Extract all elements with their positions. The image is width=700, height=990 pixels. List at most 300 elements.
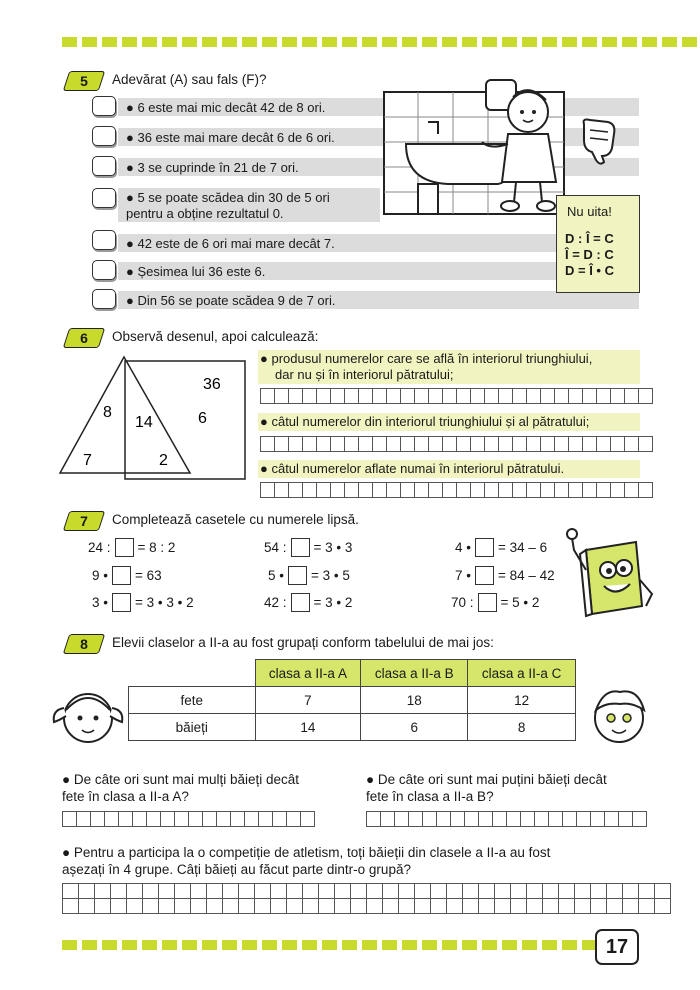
grid-cell[interactable] xyxy=(591,899,607,913)
answer-grid[interactable] xyxy=(260,436,653,452)
equation: 24 : = 8 : 2 xyxy=(88,540,176,555)
table-cell: 18 xyxy=(361,687,468,714)
reminder-note xyxy=(556,195,640,293)
grid-cell[interactable] xyxy=(511,884,527,898)
grid-cell[interactable] xyxy=(387,437,401,451)
band-segment xyxy=(522,37,537,47)
table-cell: 6 xyxy=(361,714,468,741)
grid-cell[interactable] xyxy=(133,812,147,826)
grid-cell[interactable] xyxy=(527,437,541,451)
grid-cell[interactable] xyxy=(499,483,513,497)
band-segment xyxy=(442,37,457,47)
grid-cell[interactable] xyxy=(367,884,383,898)
grid-cell[interactable] xyxy=(563,812,577,826)
band-segment xyxy=(222,37,237,47)
grid-cell[interactable] xyxy=(261,437,275,451)
grid-cell[interactable] xyxy=(127,899,143,913)
grid-cell[interactable] xyxy=(555,389,569,403)
answer-grid[interactable] xyxy=(366,811,647,827)
grid-cell[interactable] xyxy=(401,437,415,451)
band-segment xyxy=(462,940,477,950)
formula-line: D = Î • C xyxy=(565,263,614,278)
grid-cell[interactable] xyxy=(499,389,513,403)
class-table xyxy=(128,659,576,741)
grid-cell[interactable] xyxy=(479,884,495,898)
grid-cell[interactable] xyxy=(303,899,319,913)
band-segment xyxy=(562,37,577,47)
grid-cell[interactable] xyxy=(207,884,223,898)
band-segment xyxy=(122,37,137,47)
grid-cell[interactable] xyxy=(255,884,271,898)
grid-cell[interactable] xyxy=(191,884,207,898)
top-decorative-band xyxy=(62,37,700,47)
grid-cell[interactable] xyxy=(513,483,527,497)
grid-cell[interactable] xyxy=(527,899,543,913)
grid-cell[interactable] xyxy=(625,437,639,451)
grid-cell[interactable] xyxy=(607,884,623,898)
grid-cell[interactable] xyxy=(495,899,511,913)
grid-cell[interactable] xyxy=(331,437,345,451)
grid-cell[interactable] xyxy=(457,389,471,403)
band-segment xyxy=(422,940,437,950)
grid-cell[interactable] xyxy=(261,483,275,497)
grid-cell[interactable] xyxy=(401,483,415,497)
grid-cell[interactable] xyxy=(409,812,423,826)
question-text: ● De câte ori sunt mai mulți băieți decât xyxy=(62,772,300,787)
grid-cell[interactable] xyxy=(143,884,159,898)
missing-number-box[interactable] xyxy=(475,538,494,557)
grid-cell[interactable] xyxy=(429,483,443,497)
grid-cell[interactable] xyxy=(541,483,555,497)
grid-cell[interactable] xyxy=(335,884,351,898)
band-segment xyxy=(262,940,277,950)
grid-cell[interactable] xyxy=(289,437,303,451)
grid-cell[interactable] xyxy=(511,899,527,913)
grid-cell[interactable] xyxy=(415,389,429,403)
grid-cell[interactable] xyxy=(401,389,415,403)
grid-cell[interactable] xyxy=(359,389,373,403)
band-segment xyxy=(162,37,177,47)
grid-cell[interactable] xyxy=(275,437,289,451)
grid-cell[interactable] xyxy=(559,899,575,913)
formula-line: D : Î = C xyxy=(565,231,614,246)
grid-cell[interactable] xyxy=(597,437,611,451)
grid-cell[interactable] xyxy=(521,812,535,826)
grid-cell[interactable] xyxy=(191,899,207,913)
grid-cell[interactable] xyxy=(655,884,670,898)
grid-cell[interactable] xyxy=(383,899,399,913)
grid-cell[interactable] xyxy=(607,899,623,913)
grid-cell[interactable] xyxy=(513,437,527,451)
grid-cell[interactable] xyxy=(485,389,499,403)
grid-cell[interactable] xyxy=(463,884,479,898)
grid-cell[interactable] xyxy=(639,884,655,898)
grid-cell[interactable] xyxy=(287,899,303,913)
table-cell: 7 xyxy=(255,687,361,714)
grid-cell[interactable] xyxy=(399,884,415,898)
grid-cell[interactable] xyxy=(95,884,111,898)
grid-cell[interactable] xyxy=(63,812,77,826)
band-segment xyxy=(282,940,297,950)
grid-cell[interactable] xyxy=(555,483,569,497)
grid-cell[interactable] xyxy=(239,884,255,898)
band-segment xyxy=(242,940,257,950)
answer-grid[interactable] xyxy=(260,482,653,498)
equation: 4 • = 34 – 6 xyxy=(455,540,548,555)
band-segment xyxy=(662,37,677,47)
grid-cell[interactable] xyxy=(463,899,479,913)
grid-cell[interactable] xyxy=(303,437,317,451)
grid-cell[interactable] xyxy=(431,899,447,913)
grid-cell[interactable] xyxy=(597,389,611,403)
triangle-square-figure xyxy=(55,355,250,485)
grid-cell[interactable] xyxy=(373,389,387,403)
grid-cell[interactable] xyxy=(259,812,273,826)
grid-cell[interactable] xyxy=(223,884,239,898)
grid-cell[interactable] xyxy=(111,899,127,913)
statement-text: ● Din 56 se poate scădea 9 de 7 ori. xyxy=(126,293,336,308)
answer-box[interactable] xyxy=(92,188,116,208)
band-segment xyxy=(542,37,557,47)
table-header: clasa a II-a A xyxy=(255,660,361,687)
grid-cell[interactable] xyxy=(303,389,317,403)
grid-cell[interactable] xyxy=(91,812,105,826)
grid-cell[interactable] xyxy=(289,389,303,403)
band-segment xyxy=(202,37,217,47)
grid-cell[interactable] xyxy=(303,884,319,898)
exercise-8-badge: 8 xyxy=(63,634,105,654)
grid-cell[interactable] xyxy=(175,899,191,913)
grid-cell[interactable] xyxy=(147,812,161,826)
band-segment xyxy=(302,37,317,47)
grid-cell[interactable] xyxy=(513,389,527,403)
reminder-title: Nu uita! xyxy=(567,204,612,219)
band-segment xyxy=(642,37,657,47)
band-segment xyxy=(502,940,517,950)
band-segment xyxy=(502,37,517,47)
grid-cell[interactable] xyxy=(207,899,223,913)
grid-cell[interactable] xyxy=(415,884,431,898)
grid-cell[interactable] xyxy=(273,812,287,826)
task-text: ● câtul numerelor aflate numai în interiorul pătratului. xyxy=(260,461,565,476)
grid-cell[interactable] xyxy=(415,899,431,913)
grid-cell[interactable] xyxy=(79,884,95,898)
question-text: fete în clasa a II-a B? xyxy=(366,789,494,804)
grid-cell[interactable] xyxy=(431,884,447,898)
band-segment xyxy=(222,940,237,950)
grid-cell[interactable] xyxy=(451,812,465,826)
band-segment xyxy=(82,37,97,47)
grid-cell[interactable] xyxy=(381,812,395,826)
grid-cell[interactable] xyxy=(111,884,127,898)
grid-cell[interactable] xyxy=(245,812,259,826)
grid-cell[interactable] xyxy=(335,899,351,913)
grid-cell[interactable] xyxy=(457,437,471,451)
grid-cell[interactable] xyxy=(345,437,359,451)
grid-cell[interactable] xyxy=(575,899,591,913)
table-cell: 8 xyxy=(468,714,576,741)
grid-cell[interactable] xyxy=(471,483,485,497)
grid-cell[interactable] xyxy=(437,812,451,826)
grid-cell[interactable] xyxy=(383,884,399,898)
boy-face-illustration xyxy=(584,680,654,750)
grid-cell[interactable] xyxy=(317,483,331,497)
band-segment xyxy=(102,37,117,47)
grid-cell[interactable] xyxy=(271,899,287,913)
grid-cell[interactable] xyxy=(331,389,345,403)
band-segment xyxy=(602,37,617,47)
grid-cell[interactable] xyxy=(317,437,331,451)
grid-cell[interactable] xyxy=(527,884,543,898)
grid-cell[interactable] xyxy=(345,483,359,497)
grid-cell[interactable] xyxy=(605,812,619,826)
grid-cell[interactable] xyxy=(95,899,111,913)
band-segment xyxy=(122,940,137,950)
pointing-hand-icon xyxy=(578,116,620,166)
grid-cell[interactable] xyxy=(79,899,95,913)
grid-cell[interactable] xyxy=(499,437,513,451)
grid-cell[interactable] xyxy=(507,812,521,826)
grid-cell[interactable] xyxy=(443,437,457,451)
question-text: ● Pentru a participa la o competiție de atletism, toți băieții din clasele a II-a au fost xyxy=(62,845,551,860)
grid-cell[interactable] xyxy=(159,884,175,898)
figure-number: 6 xyxy=(198,410,207,427)
grid-cell[interactable] xyxy=(239,899,255,913)
equation: 5 • = 3 • 5 xyxy=(268,568,350,583)
grid-cell[interactable] xyxy=(373,483,387,497)
grid-cell[interactable] xyxy=(77,812,91,826)
grid-cell[interactable] xyxy=(549,812,563,826)
grid-cell[interactable] xyxy=(625,389,639,403)
grid-cell[interactable] xyxy=(189,812,203,826)
grid-cell[interactable] xyxy=(541,389,555,403)
grid-cell[interactable] xyxy=(655,899,670,913)
grid-cell[interactable] xyxy=(611,437,625,451)
grid-cell[interactable] xyxy=(569,437,583,451)
exercise-5-badge: 5 xyxy=(63,71,105,91)
grid-cell[interactable] xyxy=(395,812,409,826)
grid-cell[interactable] xyxy=(387,389,401,403)
answer-box[interactable] xyxy=(92,156,116,176)
grid-cell[interactable] xyxy=(203,812,217,826)
grid-cell[interactable] xyxy=(611,483,625,497)
grid-cell[interactable] xyxy=(359,437,373,451)
grid-cell[interactable] xyxy=(493,812,507,826)
equation: 70 : = 5 • 2 xyxy=(451,595,540,610)
grid-cell[interactable] xyxy=(261,389,275,403)
grid-cell[interactable] xyxy=(559,884,575,898)
grid-cell[interactable] xyxy=(423,812,437,826)
missing-number-box[interactable] xyxy=(478,593,497,612)
grid-cell[interactable] xyxy=(271,884,287,898)
exercise-5-title: Adevărat (A) sau fals (F)? xyxy=(112,72,267,87)
grid-cell[interactable] xyxy=(623,884,639,898)
grid-cell[interactable] xyxy=(535,812,549,826)
grid-cell[interactable] xyxy=(457,483,471,497)
band-segment xyxy=(82,940,97,950)
grid-cell[interactable] xyxy=(429,437,443,451)
grid-cell[interactable] xyxy=(175,812,189,826)
band-segment xyxy=(322,940,337,950)
grid-cell[interactable] xyxy=(319,884,335,898)
grid-cell[interactable] xyxy=(105,812,119,826)
task-text: ● câtul numerelor din interiorul triunghiului și al pătratului; xyxy=(260,414,590,429)
grid-cell[interactable] xyxy=(583,389,597,403)
grid-cell[interactable] xyxy=(623,899,639,913)
grid-cell[interactable] xyxy=(159,899,175,913)
grid-cell[interactable] xyxy=(373,437,387,451)
grid-cell[interactable] xyxy=(289,483,303,497)
missing-number-box[interactable] xyxy=(112,566,131,585)
missing-number-box[interactable] xyxy=(115,538,134,557)
grid-cell[interactable] xyxy=(175,884,191,898)
band-segment xyxy=(562,940,577,950)
grid-cell[interactable] xyxy=(387,483,401,497)
grid-cell[interactable] xyxy=(485,437,499,451)
grid-cell[interactable] xyxy=(527,483,541,497)
grid-cell[interactable] xyxy=(569,483,583,497)
figure-number: 2 xyxy=(159,452,168,469)
grid-cell[interactable] xyxy=(301,812,315,826)
grid-cell[interactable] xyxy=(217,812,231,826)
grid-cell[interactable] xyxy=(447,884,463,898)
answer-grid[interactable] xyxy=(62,811,315,827)
grid-cell[interactable] xyxy=(359,483,373,497)
grid-cell[interactable] xyxy=(303,483,317,497)
statement-text: pentru a obține rezultatul 0. xyxy=(126,206,284,221)
grid-cell[interactable] xyxy=(415,437,429,451)
grid-cell[interactable] xyxy=(447,899,463,913)
grid-cell[interactable] xyxy=(345,389,359,403)
missing-number-box[interactable] xyxy=(291,538,310,557)
missing-number-box[interactable] xyxy=(288,566,307,585)
grid-cell[interactable] xyxy=(143,899,159,913)
grid-cell[interactable] xyxy=(471,389,485,403)
grid-cell[interactable] xyxy=(639,483,653,497)
grid-cell[interactable] xyxy=(575,884,591,898)
grid-cell[interactable] xyxy=(465,812,479,826)
answer-grid-large[interactable] xyxy=(62,883,671,914)
grid-cell[interactable] xyxy=(639,437,653,451)
grid-row xyxy=(63,898,670,913)
grid-cell[interactable] xyxy=(541,437,555,451)
grid-cell[interactable] xyxy=(485,483,499,497)
grid-cell[interactable] xyxy=(639,899,655,913)
grid-cell[interactable] xyxy=(555,437,569,451)
grid-cell[interactable] xyxy=(367,899,383,913)
band-segment xyxy=(442,940,457,950)
grid-cell[interactable] xyxy=(223,899,239,913)
grid-cell[interactable] xyxy=(569,389,583,403)
grid-cell[interactable] xyxy=(429,389,443,403)
row-label: băieți xyxy=(129,714,256,741)
band-segment xyxy=(582,37,597,47)
band-segment xyxy=(382,37,397,47)
answer-grid[interactable] xyxy=(260,388,653,404)
grid-cell[interactable] xyxy=(619,812,633,826)
exercise-7-badge: 7 xyxy=(63,511,105,531)
answer-box[interactable] xyxy=(92,230,116,250)
grid-cell[interactable] xyxy=(479,812,493,826)
equation: 9 • = 63 xyxy=(92,568,162,583)
band-segment xyxy=(622,37,637,47)
answer-box[interactable] xyxy=(92,260,116,280)
grid-cell[interactable] xyxy=(287,812,301,826)
missing-number-box[interactable] xyxy=(475,566,494,585)
band-segment xyxy=(362,940,377,950)
grid-cell[interactable] xyxy=(471,437,485,451)
grid-cell[interactable] xyxy=(597,483,611,497)
grid-cell[interactable] xyxy=(583,483,597,497)
grid-cell[interactable] xyxy=(63,899,79,913)
grid-cell[interactable] xyxy=(351,884,367,898)
grid-cell[interactable] xyxy=(317,389,331,403)
band-segment xyxy=(422,37,437,47)
grid-cell[interactable] xyxy=(255,899,271,913)
grid-cell[interactable] xyxy=(577,812,591,826)
grid-cell[interactable] xyxy=(543,899,559,913)
question-text: așezați în 4 grupe. Câți băieți au făcut parte dintr-o grupă? xyxy=(62,862,411,877)
table-cell: 12 xyxy=(468,687,576,714)
grid-cell[interactable] xyxy=(625,483,639,497)
grid-cell[interactable] xyxy=(275,483,289,497)
table-header: clasa a II-a C xyxy=(468,660,576,687)
grid-cell[interactable] xyxy=(287,884,303,898)
grid-cell[interactable] xyxy=(639,389,653,403)
equation: 3 • = 3 • 3 • 2 xyxy=(92,595,194,610)
grid-cell[interactable] xyxy=(351,899,367,913)
band-segment xyxy=(182,37,197,47)
band-segment xyxy=(402,37,417,47)
band-segment xyxy=(62,37,77,47)
band-segment xyxy=(162,940,177,950)
grid-cell[interactable] xyxy=(611,389,625,403)
answer-box[interactable] xyxy=(92,96,116,116)
question-text: ● De câte ori sunt mai puțini băieți decât xyxy=(366,772,607,787)
answer-box[interactable] xyxy=(92,126,116,146)
grid-cell[interactable] xyxy=(591,884,607,898)
grid-cell[interactable] xyxy=(399,899,415,913)
grid-cell[interactable] xyxy=(161,812,175,826)
band-segment xyxy=(62,940,77,950)
grid-cell[interactable] xyxy=(63,884,79,898)
grid-cell[interactable] xyxy=(367,812,381,826)
figure-number: 36 xyxy=(203,376,221,393)
grid-cell[interactable] xyxy=(443,389,457,403)
grid-cell[interactable] xyxy=(127,884,143,898)
grid-cell[interactable] xyxy=(527,389,541,403)
grid-cell[interactable] xyxy=(543,884,559,898)
grid-cell[interactable] xyxy=(319,899,335,913)
grid-cell[interactable] xyxy=(231,812,245,826)
grid-cell[interactable] xyxy=(591,812,605,826)
answer-box[interactable] xyxy=(92,289,116,309)
row-label: fete xyxy=(129,687,256,714)
grid-cell[interactable] xyxy=(495,884,511,898)
grid-cell[interactable] xyxy=(443,483,457,497)
grid-cell[interactable] xyxy=(415,483,429,497)
grid-cell[interactable] xyxy=(119,812,133,826)
grid-cell[interactable] xyxy=(275,389,289,403)
grid-cell[interactable] xyxy=(633,812,647,826)
grid-cell[interactable] xyxy=(583,437,597,451)
grid-cell[interactable] xyxy=(479,899,495,913)
grid-row xyxy=(63,884,670,898)
missing-number-box[interactable] xyxy=(291,593,310,612)
grid-cell[interactable] xyxy=(331,483,345,497)
missing-number-box[interactable] xyxy=(112,593,131,612)
band-segment xyxy=(322,37,337,47)
